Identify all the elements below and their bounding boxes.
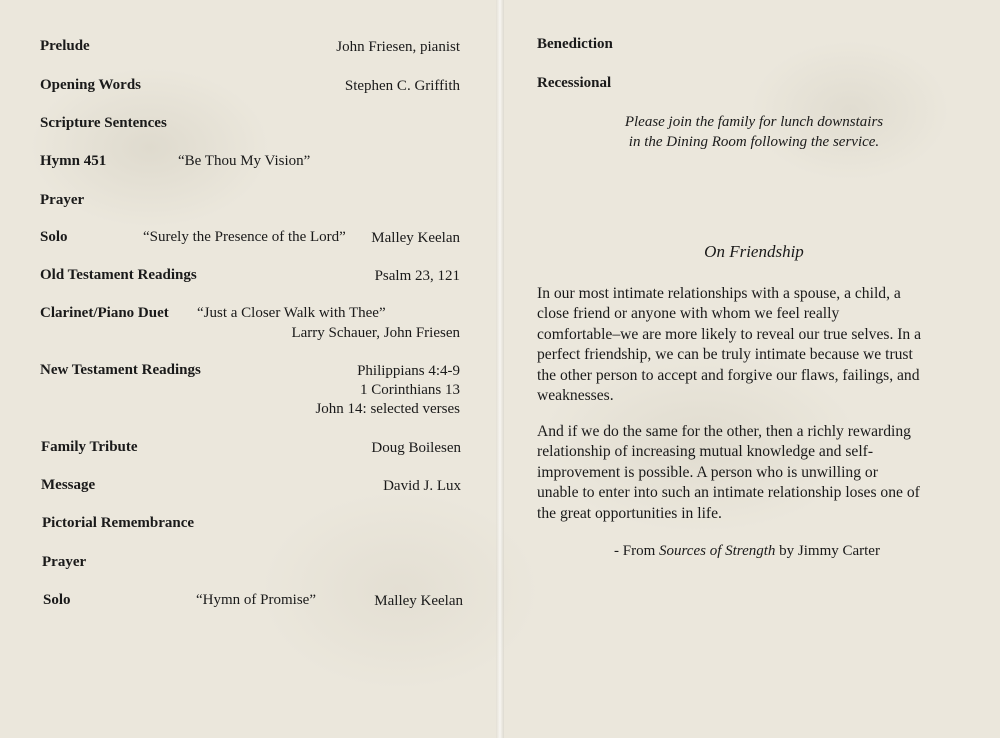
invitation-line-2: in the Dining Room following the service. [628,134,880,150]
benediction-label: Benediction [537,36,613,52]
friendship-heading: On Friendship [704,242,804,261]
paragraph-2-line: improvement is possible. A person who is unwilling or [537,463,878,481]
recessional-label: Recessional [537,75,612,91]
message-speaker: David J. Lux [383,478,461,494]
duet-label: Clarinet/Piano Duet [40,305,169,321]
paragraph-1-line: perfect friendship, we can be truly intimate because we trust [537,346,913,364]
solo-title-1: “Surely the Presence of the Lord” [143,229,346,245]
duet-row [40,305,460,345]
friendship-paragraph-1 [537,284,957,406]
solo-label-2: Solo [43,592,71,608]
paragraph-2-line: And if we do the same for the other, then a richly rewarding [537,423,911,440]
solo-title-2: “Hymn of Promise” [196,592,316,608]
order-of-service-page [0,0,496,738]
scripture-label: Scripture Sentences [40,115,167,131]
attribution-author: by Jimmy Carter [775,543,880,559]
center-fold [496,0,504,738]
quote-attribution [537,543,957,560]
old-testament-label: Old Testament Readings [40,267,197,283]
prelude-label: Prelude [40,38,90,54]
paragraph-2-line: unable to enter into such an intimate relationship loses one of [537,484,920,502]
paragraph-1-line: weaknesses. [537,387,614,405]
prelude-performer: John Friesen, pianist [336,39,460,55]
invitation-line-1: Please join the family for lunch downstairs [624,114,884,130]
solo-performer-2: Malley Keelan [374,593,463,609]
family-tribute-label: Family Tribute [41,439,138,455]
prayer-label-2: Prayer [42,554,87,570]
new-testament-row [40,362,460,422]
prayer-label-1: Prayer [40,192,85,208]
paragraph-2-line: relationship of increasing mutual knowledge and self- [537,443,874,461]
new-testament-passage-1: Philippians 4:4-9 [357,363,460,379]
paragraph-1-line: close friend or anyone with whom we feel really [537,305,840,323]
new-testament-passage-3: John 14: selected verses [315,401,460,417]
new-testament-passage-2: 1 Corinthians 13 [360,382,460,398]
friendship-paragraph-2 [537,422,957,524]
solo-label-1: Solo [40,229,68,245]
paragraph-1-line: comfortable–we are more likely to reveal our true selves. In a [537,325,922,343]
new-testament-label: New Testament Readings [40,362,201,378]
paragraph-1-line: the other person to accept and forgive our flaws, failings, and [537,366,920,384]
duet-performers: Larry Schauer, John Friesen [291,325,460,341]
attribution-prefix: - From [614,543,660,559]
message-label: Message [41,477,96,493]
paragraph-1-line: In our most intimate relationships with a spouse, a child, a [537,285,901,302]
paragraph-2-line: the great opportunities in life. [537,504,722,522]
duet-title: “Just a Closer Walk with Thee” [197,305,386,321]
attribution-book-title: Sources of Strength [659,543,776,559]
lunch-invitation [564,112,944,152]
opening-words-speaker: Stephen C. Griffith [344,78,460,94]
hymn-title: “Be Thou My Vision” [178,153,311,169]
solo-performer-1: Malley Keelan [371,230,460,246]
closing-page [504,0,1000,738]
opening-words-label: Opening Words [40,77,142,93]
hymn-label: Hymn 451 [40,153,107,169]
pictorial-label: Pictorial Remembrance [42,515,195,531]
old-testament-passages: Psalm 23, 121 [374,268,460,284]
family-tribute-speaker: Doug Boilesen [371,440,461,456]
